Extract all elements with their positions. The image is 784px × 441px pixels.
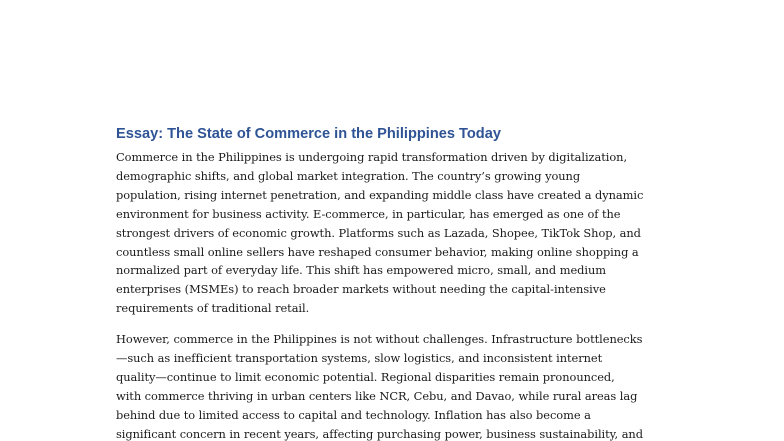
paragraph-line: requirements of traditional retail. (116, 301, 310, 316)
essay-title: Essay: The State of Commerce in the Philippines Today (116, 126, 501, 142)
paragraph-line: population, rising internet penetration, and expanding middle class have created a dynamic (116, 187, 644, 202)
paragraph-line: strongest drivers of economic growth. Platforms such as Lazada, Shopee, TikTok Shop, and (116, 225, 641, 240)
paragraph-line: quality—continue to limit economic potential. Regional disparities remain pronounced, (116, 369, 615, 384)
paragraph-line: —such as inefficient transportation systems, slow logistics, and inconsistent internet (116, 351, 603, 366)
paragraph-line: normalized part of everyday life. This shift has empowered micro, small, and medium (116, 263, 607, 278)
paragraph-line: behind due to limited access to capital and technology. Inflation has also become a (116, 407, 591, 422)
paragraph-line: demographic shifts, and global market integration. The country’s growing young (116, 168, 581, 183)
paragraph-line: enterprises (MSMEs) to reach broader markets without needing the capital-intensive (116, 282, 606, 297)
paragraph-line: countless small online sellers have reshaped consumer behavior, making online shopping a (116, 244, 639, 259)
paragraph-1 (116, 148, 676, 318)
paragraph-line: significant concern in recent years, affecting purchasing power, business sustainability, and (116, 426, 643, 441)
document-body (116, 124, 676, 441)
paragraph-line: Commerce in the Philippines is undergoing rapid transformation driven by digitalization, (116, 150, 628, 164)
paragraph-line: environment for business activity. E-commerce, in particular, has emerged as one of the (116, 206, 621, 221)
paragraph-line: However, commerce in the Philippines is not without challenges. Infrastructure bottlenecks (116, 332, 643, 347)
paragraph-line: with commerce thriving in urban centers like NCR, Cebu, and Davao, while rural areas lag (116, 388, 638, 403)
paragraph-2 (116, 330, 676, 441)
